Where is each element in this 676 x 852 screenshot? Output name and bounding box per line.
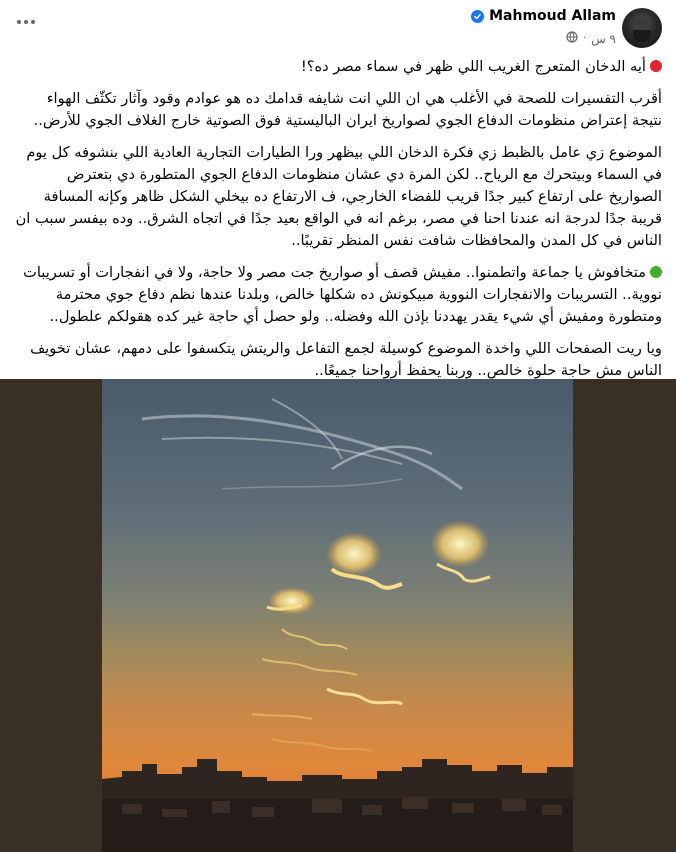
post-meta	[566, 31, 616, 46]
paragraph-4	[14, 262, 662, 328]
paragraph-2: أقرب التفسيرات للصحة في الأغلب هي ان اللي انت شايفه قدامك ده هو عوادم وقود وآثار تكثّف الهواء نتيجة إعتراض منظومات الدفاع الجوي لصواريخ ايران الباليستية فوق الصوتية خارج الغلاف الجوي للأرض..	[33, 90, 662, 129]
author-row	[471, 8, 616, 24]
paragraph-4-text: متخافوش يا جماعة واتطمنوا.. مفيش قصف أو صواريخ جت مصر ولا حاجة، ولا في انفجارات أو تسريبات نووية.. التسريبات والانفجارات النووية مبيكونش ده شكلها خالص، وبلدنا عندها نظم دفاع جوي محترمة ومتطورة ومفيش أي شيء يقدر يهددنا بإذن الله وفضله.. ولو حصل أي حاجة غير كده هقولكم علطول..	[23, 264, 662, 325]
verified-badge-icon	[471, 10, 484, 23]
photo-container[interactable]	[0, 379, 676, 852]
globe-icon[interactable]	[566, 31, 578, 46]
green-circle-icon	[650, 266, 662, 278]
post-time[interactable]: ٩ س	[591, 31, 616, 46]
paragraph-1-text: أيه الدخان المتعرج الغريب اللي ظهر في سماء مصر ده؟!	[300, 58, 646, 75]
more-options-icon[interactable]	[14, 12, 38, 32]
author-name[interactable]: Mahmoud Allam	[489, 8, 616, 24]
post-header	[0, 0, 676, 56]
paragraph-1	[14, 56, 662, 78]
post-photo[interactable]	[102, 379, 573, 852]
red-circle-icon	[650, 60, 662, 72]
avatar[interactable]	[622, 8, 662, 48]
avatar-beard	[633, 30, 651, 42]
sky-photo-graphic	[102, 379, 573, 852]
post-body	[14, 56, 662, 424]
meta-separator: ·	[582, 33, 587, 44]
paragraph-5: ويا ريت الصفحات اللي واخدة الموضوع كوسيلة لجمع التفاعل والريتش يتكسفوا على دمهم، عشان تخويف الناس مش حاجة حلوة خالص.. وربنا يحفظ أرواحنا جميعًا..	[30, 340, 662, 379]
paragraph-3: الموضوع زي عامل بالظبط زي فكرة الدخان اللي بيظهر ورا الطيارات التجارية العادية اللي بنشوفه كل يوم في السماء وبيتحرك مع الرياح.. لكن المرة دي عشان منظومات الدفاع الجوي المتطورة دي بتعترض الصواريخ على ارتفاع كبير جدًا قريب للفضاء الخارجي، ف الارتفاع ده بيخلي الشكل ظاهر وكإنه المسافة قريبة جدًا لدرجة انه عندنا احنا في مصر، برغم انه في الواقع بعيد جدًا في اتجاه الشرق.. وده بيفسر سبب ان الناس في كل المدن والمحافظات شافت نفس المنظر تقريبًا..	[15, 144, 662, 249]
